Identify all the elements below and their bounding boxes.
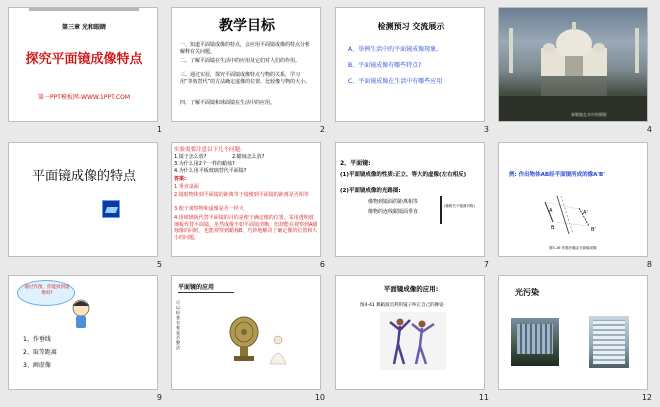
slide-8-caption: 图3-16 作图法确定平面镜成像 — [549, 246, 597, 250]
slide-6-answer-label: 答案: — [174, 176, 186, 182]
slide-9-step: 3、画虚像 — [23, 362, 51, 369]
glass-building-photo-1 — [511, 318, 559, 366]
slide-10-side-text: 可以检查衣着是否整洁 — [176, 300, 180, 350]
slide-number: 12 — [641, 393, 652, 402]
cartoon-character — [69, 298, 93, 332]
slide-3-item: A、举例生活中的平面镜成像现象。 — [348, 46, 443, 53]
slide-5-canvas — [8, 142, 158, 257]
mirror-thumbnail-icon — [102, 200, 120, 218]
point-label: A — [549, 208, 553, 214]
slide-11-canvas — [335, 275, 485, 390]
title-underline — [178, 292, 234, 293]
slide-number: 9 — [156, 393, 162, 402]
slide-6-answer: 4.用玻璃板代替平面镜的目的是便于确定像的位置。采用透明玻璃板代替平面镜，虽然成像不如平面镜清晰，但却能在观察到A蜡烛像的同时，也能观察到蜡烛B，巧妙地解决了确定像的位置和大小的问题。 — [174, 215, 318, 241]
slide-number: 1 — [156, 125, 162, 134]
slide-4-caption: 泰姬陵在水中的倒影 — [571, 112, 607, 117]
slide-7-label: 像物到镜面的距离相等 — [368, 199, 419, 205]
slide-9-canvas — [8, 275, 158, 390]
slide-6-question: 4.为什么用平板玻璃替代平面镜? — [174, 168, 247, 174]
mirror-diagram — [539, 188, 609, 243]
slide-6-canvas — [171, 142, 321, 257]
slide-10-title: 平面镜的应用 — [178, 284, 215, 291]
slide-6-header: 实验需要注意以下几个问题: — [174, 147, 242, 153]
slide-9-step: 1、作垂线 — [23, 336, 51, 343]
slide-2-item: 三、通过实验，探究平面镜成像特点与物的关系，学习用“等效替代”的方法确定虚像的位置，比较像与物的大小。 — [180, 72, 311, 85]
slide-number: 4 — [646, 125, 652, 134]
slide-2-item: 四、了解平面镜和球面镜在生活中的应用。 — [180, 100, 276, 106]
slide-8-title: 例: 作出物体AB经平面镜所成的像A'B' — [509, 172, 605, 178]
slide-number: 11 — [478, 393, 489, 402]
point-label: B — [551, 225, 555, 231]
slide-5-title: 平面镜成像的特点 — [31, 169, 136, 184]
slide-1-chapter: 第三章 光和眼睛 — [61, 24, 107, 31]
point-label: B' — [591, 227, 596, 233]
slide-11-caption: 图4-41 舞蹈演员利用镜子纠正自己的舞姿 — [360, 303, 444, 308]
slide-1-top-rule — [29, 8, 139, 11]
slide-2-canvas — [171, 7, 321, 122]
slide-6-question: 1.镜子怎么放? — [174, 154, 207, 160]
slide-7-label: 像物的连线跟镜面垂直 — [368, 209, 419, 215]
slide-number: 10 — [314, 393, 325, 402]
slide-4-canvas — [498, 7, 648, 122]
slide-1-canvas — [8, 7, 158, 122]
mirror-line — [440, 196, 442, 224]
slide-1-footer: 第一PPT模板网-WWW.1PPT.COM — [37, 94, 131, 101]
dancers-photo — [380, 312, 446, 370]
slide-12-canvas — [498, 275, 648, 390]
slide-9-bubble-text: 通过作图，你能找到虚像吗? — [24, 285, 70, 296]
slide-7-canvas — [335, 142, 485, 257]
slide-2-item: 一、知道平面镜成像的特点，会应用平面镜成像的特点分析解释有关问题。 — [180, 42, 311, 55]
slide-3-item: C、平面镜成像在生活中有哪些应用 — [348, 78, 443, 85]
slide-number: 8 — [646, 260, 652, 269]
slide-3-canvas — [335, 7, 485, 122]
slide-1-title: 探究平面镜成像特点 — [25, 52, 143, 67]
slide-11-title: 平面镜成像的应用: — [383, 285, 439, 293]
slide-8-canvas — [498, 142, 648, 257]
lady-figure — [266, 334, 290, 366]
slide-7-item: (1)平面镜成像的性质:正立、等大的虚像(左右相反) — [340, 172, 467, 178]
slide-7-item: 2、平面镜: — [340, 160, 371, 167]
slide-number: 3 — [483, 125, 489, 134]
slide-2-title: 教学目标 — [219, 18, 275, 34]
slide-2-item: 二、了解平面镜在生活中的应用及它们对人们的作用。 — [180, 58, 301, 64]
point-label: A' — [583, 210, 588, 216]
slide-6-question: 3.为什么用2个一样的蜡烛? — [174, 161, 235, 167]
slide-number: 6 — [319, 260, 325, 269]
slide-10-canvas — [171, 275, 321, 390]
slide-number: 7 — [483, 260, 489, 269]
slide-6-question: 2.蜡烛怎么放? — [232, 154, 265, 160]
slide-6-answer: 1.垂直桌面 — [174, 184, 199, 190]
bronze-mirror-image — [226, 314, 262, 364]
slide-7-item: (2)平面镜成像的光路图: — [340, 188, 401, 194]
slide-9-step: 2、取等距离 — [23, 349, 57, 356]
slide-3-item: B、平面镜成像有哪些特点? — [348, 62, 422, 69]
slide-number: 2 — [319, 125, 325, 134]
slide-7-label: (像物关于镜面对称) — [444, 204, 475, 208]
slide-6-answer: 2.镜射物体到平面镜的距离等于镜像到平面镜的距离是否相等 — [174, 192, 309, 198]
slide-6-answer: 3.便于观察物和虚像是否一样大 — [174, 206, 244, 212]
slide-number: 5 — [156, 260, 162, 269]
taj-mahal-photo — [499, 8, 648, 122]
slide-12-title: 光污染 — [515, 288, 539, 297]
slide-3-title: 检测预习 交流展示 — [377, 21, 445, 31]
glass-building-photo-2 — [589, 316, 629, 368]
